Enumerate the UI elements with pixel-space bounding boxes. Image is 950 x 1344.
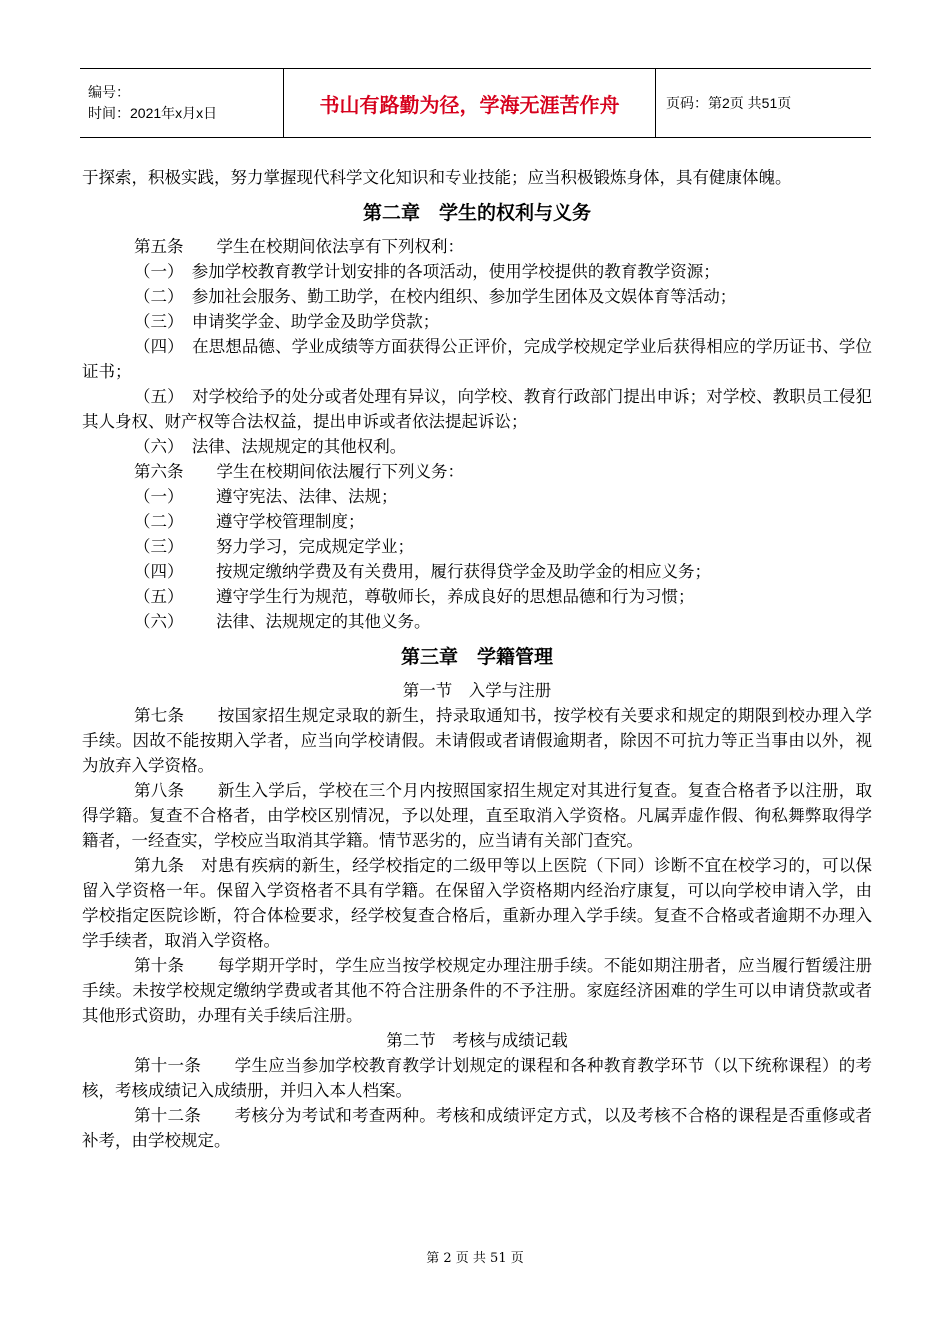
header-page-info: 页码：第2页 共51页 <box>666 95 792 111</box>
article-6-item <box>82 559 872 584</box>
article-5-item: （四） 在思想品德、学业成绩等方面获得公正评价，完成学校规定学业后获得相应的学历证书、学位证书； <box>82 337 872 381</box>
document-body <box>82 165 872 1153</box>
item-number: （四） <box>134 562 184 581</box>
article-6: 第六条 学生在校期间依法履行下列义务： <box>134 462 464 481</box>
section-2-title: 第二节 考核与成绩记载 <box>386 1031 568 1050</box>
article-6-item <box>82 509 872 534</box>
article-5-item: （三） 申请奖学金、助学金及助学贷款； <box>134 312 440 331</box>
item-text: 按规定缴纳学费及有关费用，履行获得贷学金及助学金的相应义务； <box>216 562 711 581</box>
document-number-label: 编号： <box>88 84 130 100</box>
article-8: 第八条 新生入学后，学校在三个月内按照国家招生规定对其进行复查。复查合格者予以注册，取得学籍。复查不合格者，由学校区别情况，予以处理，直至取消入学资格。凡属弄虚作假、徇私舞弊取得学籍者，一经查实，学校应当取消其学籍。情节恶劣的，应当请有关部门查究。 <box>82 781 872 850</box>
article-5: 第五条 学生在校期间依法享有下列权利： <box>134 237 464 256</box>
article-12: 第十二条 考核分为考试和考查两种。考核和成绩评定方式，以及考核不合格的课程是否重修或者补考，由学校规定。 <box>82 1106 872 1150</box>
item-text: 法律、法规规定的其他义务。 <box>216 612 431 631</box>
chapter-2-title: 第二章 学生的权利与义务 <box>362 202 591 224</box>
article-6-item <box>82 534 872 559</box>
item-text: 遵守学生行为规范，尊敬师长，养成良好的思想品德和行为习惯； <box>216 587 695 606</box>
item-text: 努力学习，完成规定学业； <box>216 537 414 556</box>
item-number: （二） <box>134 512 184 531</box>
header-motto: 书山有路勤为径，学海无涯苦作舟 <box>283 69 656 137</box>
item-number: （五） <box>134 587 184 606</box>
article-6-item <box>82 584 872 609</box>
item-number: （一） <box>134 487 184 506</box>
item-number: （三） <box>134 537 184 556</box>
section-1-title: 第一节 入学与注册 <box>402 681 552 700</box>
header-meta <box>80 69 283 137</box>
page-footer: 第 2 页 共 51 页 <box>426 1251 524 1266</box>
item-number: （六） <box>134 612 184 631</box>
page-header <box>80 68 871 138</box>
article-7: 第七条 按国家招生规定录取的新生，持录取通知书，按学校有关要求和规定的期限到校办理入学手续。因故不能按期入学者，应当向学校请假。未请假或者请假逾期者，除因不可抗力等正当事由以外，视为放弃入学资格。 <box>82 706 872 775</box>
article-5-item: （五） 对学校给予的处分或者处理有异议，向学校、教育行政部门提出申诉；对学校、教职员工侵犯其人身权、财产权等合法权益，提出申诉或者依法提起诉讼； <box>82 387 872 431</box>
article-11: 第十一条 学生应当参加学校教育教学计划规定的课程和各种教育教学环节（以下统称课程）的考核，考核成绩记入成绩册，并归入本人档案。 <box>82 1056 872 1100</box>
chapter-3-title: 第三章 学籍管理 <box>400 646 553 668</box>
article-5-item: （一） 参加学校教育教学计划安排的各项活动，使用学校提供的教育教学资源； <box>134 262 720 281</box>
item-text: 遵守学校管理制度； <box>216 512 365 531</box>
article-10: 第十条 每学期开学时，学生应当按学校规定办理注册手续。不能如期注册者，应当履行暂缓注册手续。未按学校规定缴纳学费或者其他不符合注册条件的不予注册。家庭经济困难的学生可以申请贷款或者其他形式资助，办理有关手续后注册。 <box>82 956 872 1025</box>
article-5-item: （六） 法律、法规规定的其他权利。 <box>134 437 407 456</box>
document-date: 时间：2021年x月x日 <box>88 105 218 121</box>
article-6-item <box>82 484 872 509</box>
article-5-item: （二） 参加社会服务、勤工助学，在校内组织、参加学生团体及文娱体育等活动； <box>134 287 737 306</box>
article-6-item <box>82 609 872 634</box>
article-9: 第九条 对患有疾病的新生，经学校指定的二级甲等以上医院（下同）诊断不宜在校学习的，可以保留入学资格一年。保留入学资格者不具有学籍。在保留入学资格期内经治疗康复，可以向学校申请入学，由学校指定医院诊断，符合体检要求，经学校复查合格后，重新办理入学手续。复查不合格或者逾期不办理入学手续者，取消入学资格。 <box>82 856 872 950</box>
intro-paragraph: 于探索，积极实践，努力掌握现代科学文化知识和专业技能；应当积极锻炼身体，具有健康体魄。 <box>82 168 792 187</box>
item-text: 遵守宪法、法律、法规； <box>216 487 398 506</box>
